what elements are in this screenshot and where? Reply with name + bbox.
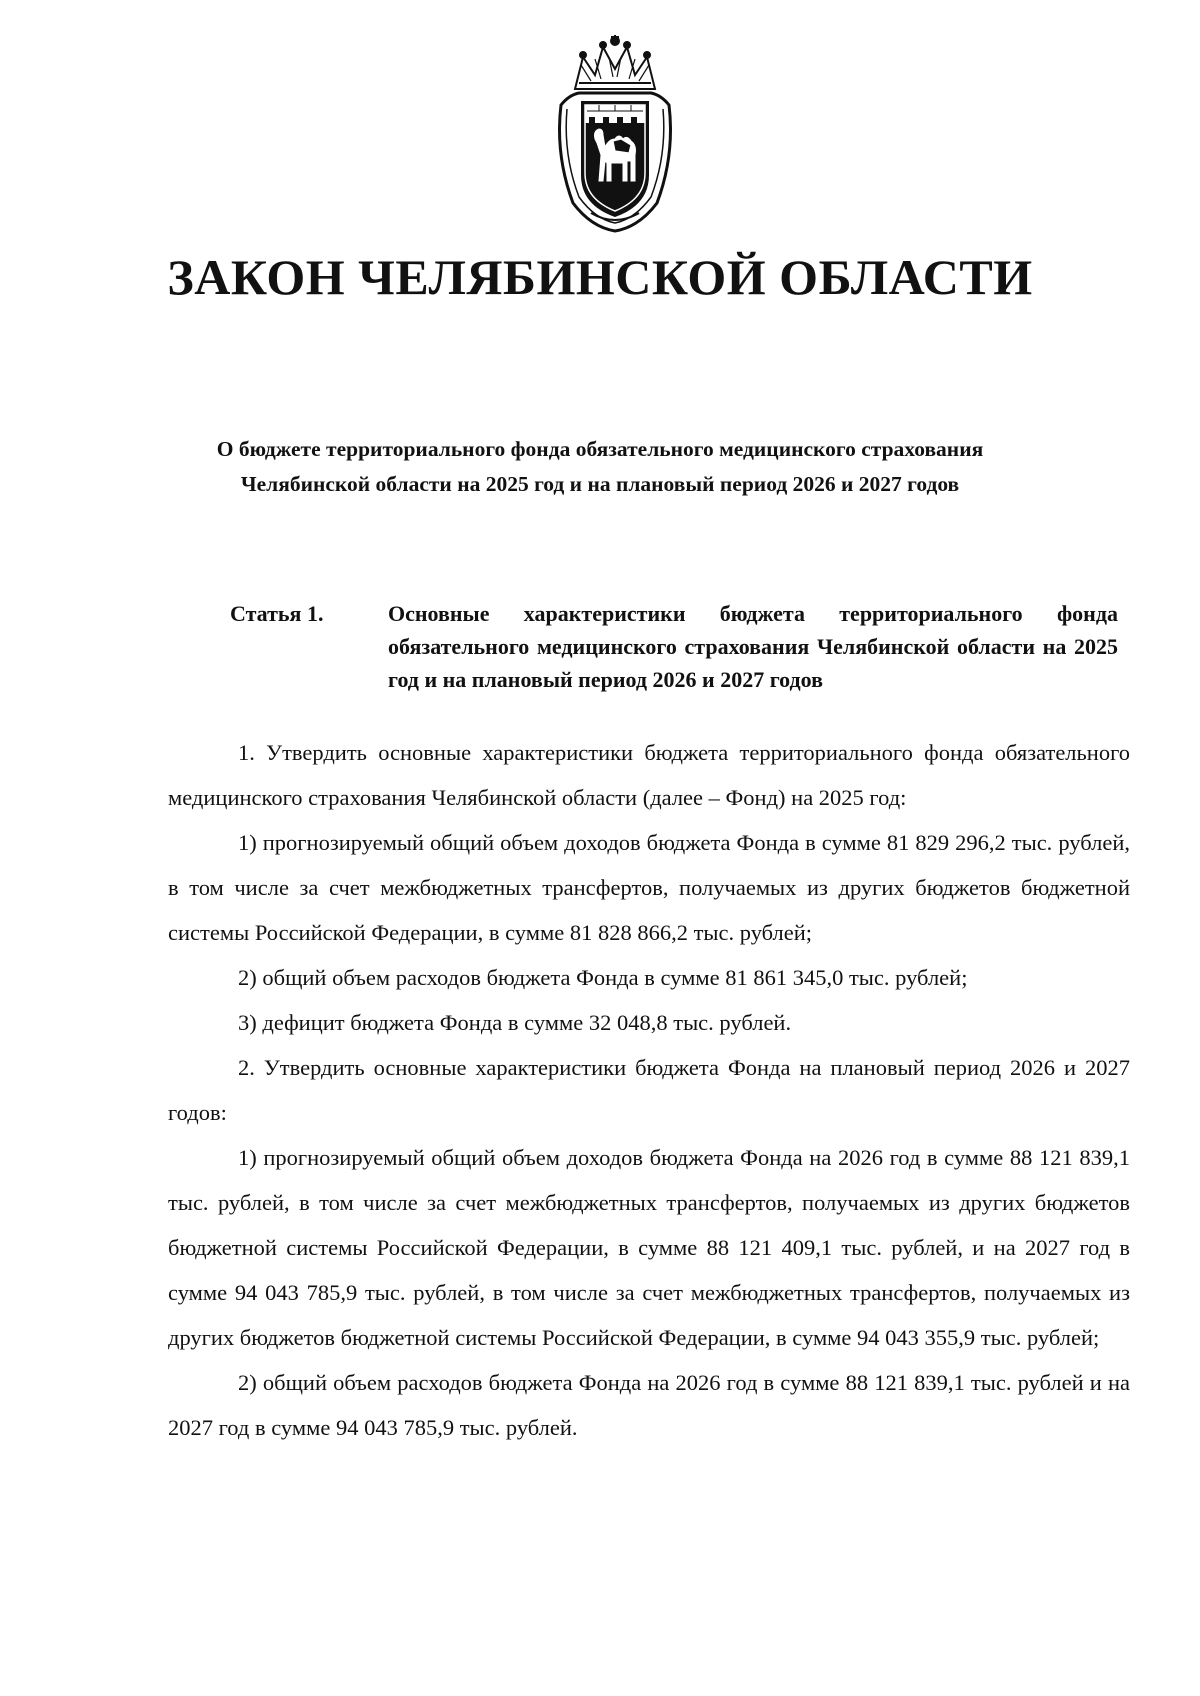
paragraph: 2) общий объем расходов бюджета Фонда в сумме 81 861 345,0 тыс. рублей; (238, 965, 968, 990)
article-body (168, 730, 1130, 1450)
law-subtitle-line: О бюджете территориального фонда обязательного медицинского страхования (216, 437, 984, 461)
paragraph: 2) общий объем расходов бюджета Фонда на 2026 год в сумме 88 121 839,1 тыс. рублей и на 2027 год в сумме 94 043 785,9 тыс. рублей. (168, 1370, 1130, 1440)
law-subtitle-line: Челябинской области на 2025 год и на плановый период 2026 и 2027 годов (240, 472, 960, 496)
paragraph: 1) прогнозируемый общий объем доходов бюджета Фонда на 2026 год в сумме 88 121 839,1 тыс. рублей, в том числе за счет межбюджетных трансфертов, получаемых из других бюджетов бюджетной системы Российской Федерации, в сумме 88 121 409,1 тыс. рублей, и на 2027 год в сумме 94 043 785,9 тыс. рублей, в том числе за счет межбюджетных трансфертов, получаемых из других бюджетов бюджетной системы Российской Федерации, в сумме 94 043 355,9 тыс. рублей; (168, 1145, 1130, 1350)
law-subtitle (130, 432, 1070, 502)
paragraph: 1) прогнозируемый общий объем доходов бюджета Фонда в сумме 81 829 296,2 тыс. рублей, в том числе за счет межбюджетных трансфертов, получаемых из других бюджетов бюджетной системы Российской Федерации, в сумме 81 828 866,2 тыс. рублей; (168, 830, 1130, 945)
paragraph: 1. Утвердить основные характеристики бюджета территориального фонда обязательного медицинского страхования Челябинской области (далее – Фонд) на 2025 год: (168, 740, 1130, 810)
law-title: ЗАКОН ЧЕЛЯБИНСКОЙ ОБЛАСТИ (167, 249, 1033, 305)
article-heading: Основные характеристики бюджета территориального фонда обязательного медицинского страхования Челябинской области на 2025 год и на плановый период 2026 и 2027 годов (388, 601, 1118, 692)
article-number: Статья 1. (230, 601, 324, 626)
paragraph: 3) дефицит бюджета Фонда в сумме 32 048,8 тыс. рублей. (238, 1010, 792, 1035)
paragraph: 2. Утвердить основные характеристики бюджета Фонда на плановый период 2026 и 2027 годов: (168, 1055, 1130, 1125)
chelyabinsk-coat-of-arms-icon (551, 35, 679, 235)
